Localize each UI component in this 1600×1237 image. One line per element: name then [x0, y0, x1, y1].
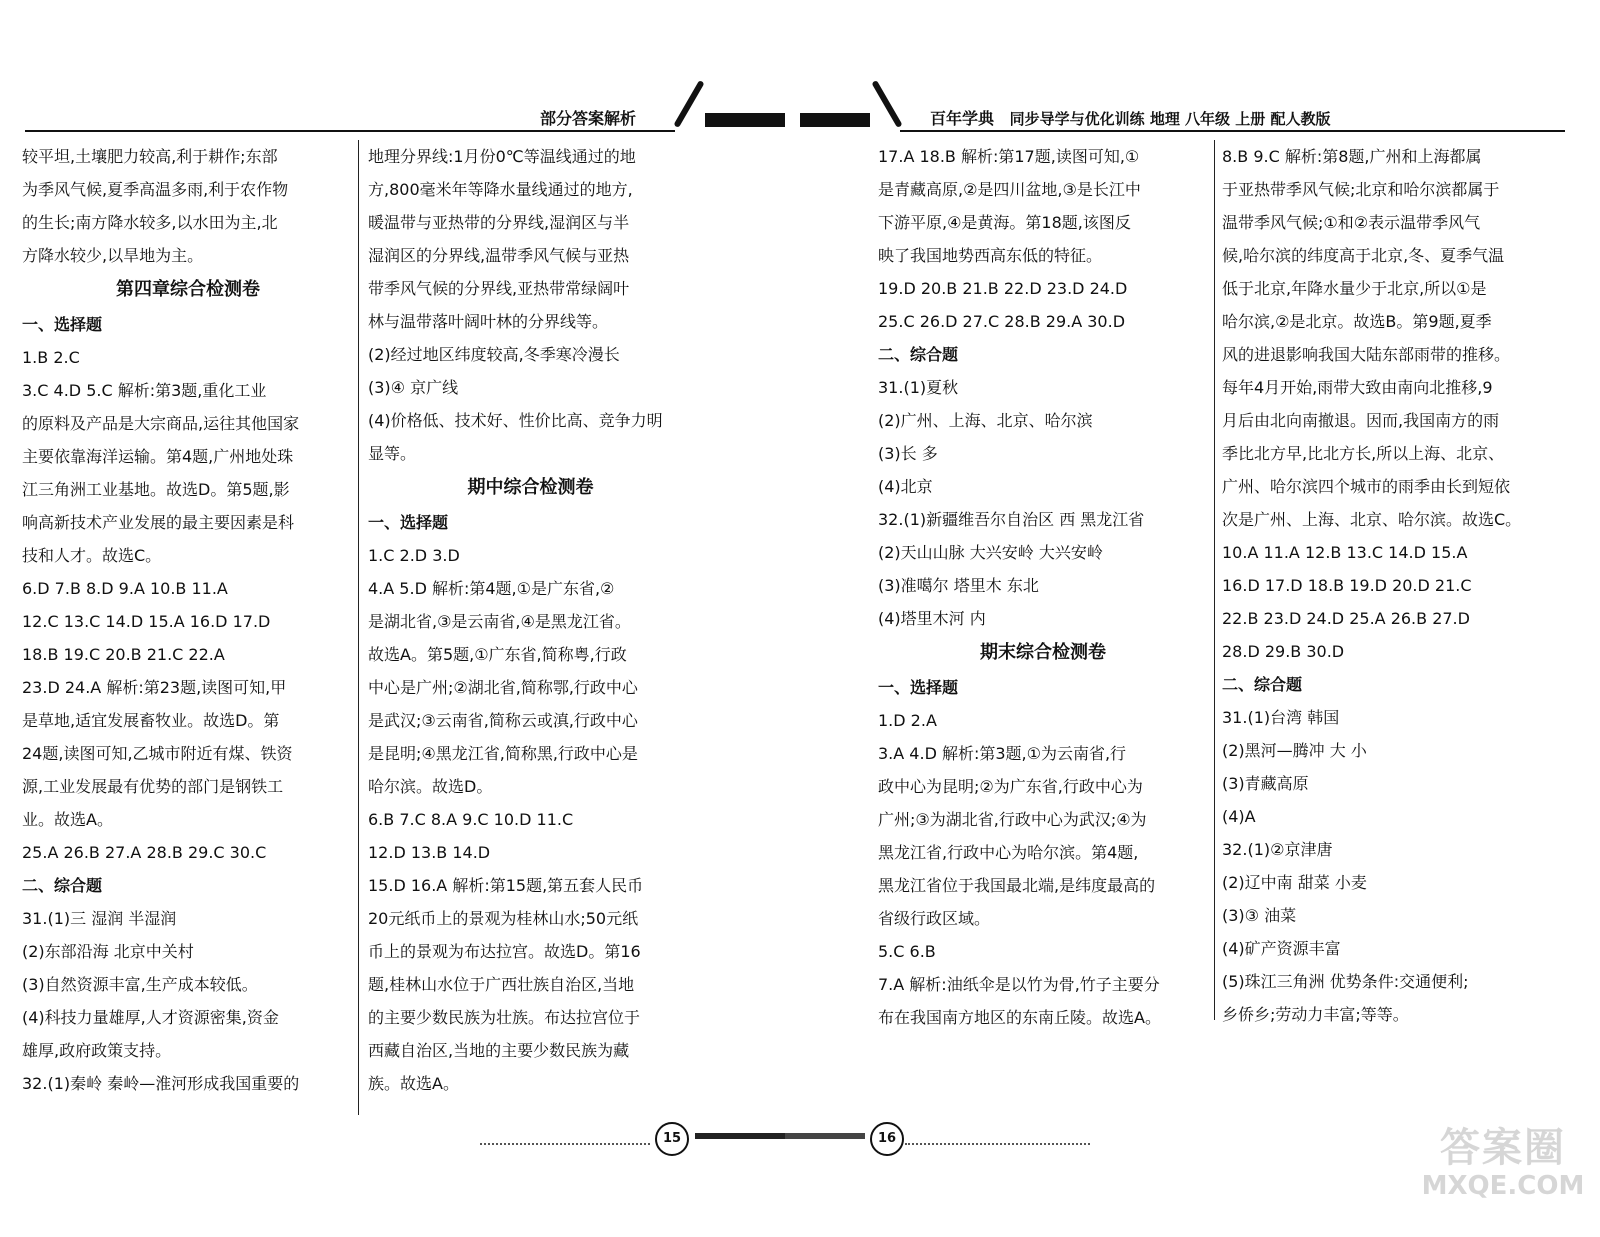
answer-line: (4)矿产资源丰富 — [1222, 939, 1341, 958]
answer-line: 28.D 29.B 30.D — [1222, 642, 1345, 661]
subsection-heading: 二、综合题 — [1222, 675, 1303, 694]
answer-line: 22.B 23.D 24.D 25.A 26.B 27.D — [1222, 609, 1470, 628]
answer-line: 雄厚,政府政策支持。 — [22, 1041, 172, 1060]
answer-line: (3)青藏高原 — [1222, 774, 1309, 793]
subsection-heading: 二、综合题 — [878, 345, 959, 364]
answer-line: (4)价格低、技术好、性价比高、竞争力明 — [368, 411, 663, 430]
subsection-heading: 一、选择题 — [368, 513, 449, 532]
answer-line: 带季风气候的分界线,亚热带常绿阔叶 — [368, 279, 630, 298]
answer-line: 于亚热带季风气候;北京和哈尔滨都属于 — [1222, 180, 1500, 199]
answer-line: 哈尔滨,②是北京。故选B。第9题,夏季 — [1222, 312, 1492, 331]
answer-line: 31.(1)夏秋 — [878, 378, 959, 397]
subsection-heading: 一、选择题 — [878, 678, 959, 697]
answer-line: 4.A 5.D 解析:第4题,①是广东省,② — [368, 579, 615, 598]
answer-line: (3)准噶尔 塔里木 东北 — [878, 576, 1039, 595]
answer-line: 的主要少数民族为壮族。布达拉宫位于 — [368, 1008, 641, 1027]
answer-line: 温带季风气候;①和②表示温带季风气 — [1222, 213, 1481, 232]
answer-line: 是青藏高原,②是四川盆地,③是长江中 — [878, 180, 1141, 199]
answer-line: (3)自然资源丰富,生产成本较低。 — [22, 975, 258, 994]
answer-line: 地理分界线:1月份0℃等温线通过的地 — [368, 147, 636, 166]
answer-line: (5)珠江三角洲 优势条件:交通便利; — [1222, 972, 1469, 991]
answer-line: 7.A 解析:油纸伞是以竹为骨,竹子主要分 — [878, 975, 1160, 994]
answer-column-4 — [1222, 140, 1562, 1031]
answer-line: (3)长 多 — [878, 444, 938, 463]
answer-line: 5.C 6.B — [878, 942, 936, 961]
section-title: 期末综合检测卷 — [980, 642, 1106, 663]
answer-column-1 — [22, 140, 354, 1100]
answer-line: 乡侨乡;劳动力丰富;等等。 — [1222, 1005, 1409, 1024]
header-decoration — [705, 113, 785, 127]
answer-line: 20元纸币上的景观为桂林山水;50元纸 — [368, 909, 639, 928]
answer-line: 业。故选A。 — [22, 810, 113, 829]
answer-line: 的原料及产品是大宗商品,运往其他国家 — [22, 414, 300, 433]
answer-line: 政中心为昆明;②为广东省,行政中心为 — [878, 777, 1143, 796]
answer-line: 币上的景观为布达拉宫。故选D。第16 — [368, 942, 641, 961]
header-decoration — [800, 113, 870, 127]
pen-icon — [673, 80, 704, 128]
answer-line: 映了我国地势西高东低的特征。 — [878, 246, 1103, 265]
answer-line: 江三角洲工业基地。故选D。第5题,影 — [22, 480, 290, 499]
answer-line: 12.D 13.B 14.D — [368, 843, 491, 862]
answer-line: 广州、哈尔滨四个城市的雨季由长到短依 — [1222, 477, 1511, 496]
answer-line: 12.C 13.C 14.D 15.A 16.D 17.D — [22, 612, 271, 631]
answer-line: 23.D 24.A 解析:第23题,读图可知,甲 — [22, 678, 287, 697]
answer-line: 哈尔滨。故选D。 — [368, 777, 493, 796]
answer-line: 显等。 — [368, 444, 417, 463]
answer-line: 技和人才。故选C。 — [22, 546, 162, 565]
answer-line: 方降水较少,以旱地为主。 — [22, 246, 204, 265]
answer-line: 6.B 7.C 8.A 9.C 10.D 11.C — [368, 810, 574, 829]
answer-line: 源,工业发展最有优势的部门是钢铁工 — [22, 777, 284, 796]
answer-line: 3.C 4.D 5.C 解析:第3题,重化工业 — [22, 381, 267, 400]
answer-line: 32.(1)新疆维吾尔自治区 西 黑龙江省 — [878, 510, 1145, 529]
answer-line: 暖温带与亚热带的分界线,湿润区与半 — [368, 213, 630, 232]
book-meta: 同步导学与优化训练 地理 八年级 上册 配人教版 — [1009, 110, 1331, 128]
answer-line: 响高新技术产业发展的最主要因素是科 — [22, 513, 295, 532]
page-number-left: 15 — [655, 1122, 689, 1156]
answer-line: (3)④ 京广线 — [368, 378, 459, 397]
answer-line: 1.C 2.D 3.D — [368, 546, 460, 565]
answer-line: (2)黑河—腾冲 大 小 — [1222, 741, 1367, 760]
answer-column-3 — [878, 140, 1208, 1034]
answer-line: 1.D 2.A — [878, 711, 937, 730]
answer-line: 中心是广州;②湖北省,简称鄂,行政中心 — [368, 678, 638, 697]
answer-line: 是草地,适宜发展畜牧业。故选D。第 — [22, 711, 280, 730]
page-number-right: 16 — [870, 1122, 904, 1156]
answer-line: 6.D 7.B 8.D 9.A 10.B 11.A — [22, 579, 228, 598]
answer-line: (4)北京 — [878, 477, 933, 496]
answer-line: 题,桂林山水位于广西壮族自治区,当地 — [368, 975, 635, 994]
answer-line: (4)科技力量雄厚,人才资源密集,资金 — [22, 1008, 279, 1027]
answer-line: (3)③ 油菜 — [1222, 906, 1297, 925]
answer-line: 季比北方早,比北方长,所以上海、北京、 — [1222, 444, 1505, 463]
watermark — [1418, 1125, 1588, 1201]
answer-line: 25.C 26.D 27.C 28.B 29.A 30.D — [878, 312, 1126, 331]
answer-line: 候,哈尔滨的纬度高于北京,冬、夏季气温 — [1222, 246, 1505, 265]
answer-line: 31.(1)三 湿润 半湿润 — [22, 909, 177, 928]
pen-icon — [871, 80, 902, 128]
answer-line: 主要依靠海洋运输。第4题,广州地处珠 — [22, 447, 294, 466]
answer-line: 黑龙江省位于我国最北端,是纬度最高的 — [878, 876, 1156, 895]
answer-line: 25.A 26.B 27.A 28.B 29.C 30.C — [22, 843, 267, 862]
header-rule-right — [900, 130, 1565, 132]
answer-line: 32.(1)②京津唐 — [1222, 840, 1333, 859]
footer-dotted-line — [905, 1143, 1090, 1145]
answer-line: 次是广州、上海、北京、哈尔滨。故选C。 — [1222, 510, 1522, 529]
answer-line: 16.D 17.D 18.B 19.D 20.D 21.C — [1222, 576, 1472, 595]
column-divider — [1214, 140, 1215, 1020]
answer-line: 族。故选A。 — [368, 1074, 459, 1093]
answer-line: 3.A 4.D 解析:第3题,①为云南省,行 — [878, 744, 1127, 763]
answer-line: 林与温带落叶阔叶林的分界线等。 — [368, 312, 609, 331]
answer-line: 为季风气候,夏季高温多雨,利于农作物 — [22, 180, 289, 199]
answer-line: (2)东部沿海 北京中关村 — [22, 942, 194, 961]
answer-line: 布在我国南方地区的东南丘陵。故选A。 — [878, 1008, 1161, 1027]
answer-line: 18.B 19.C 20.B 21.C 22.A — [22, 645, 225, 664]
footer-decoration — [785, 1133, 865, 1139]
answer-line: 8.B 9.C 解析:第8题,广州和上海都属 — [1222, 147, 1482, 166]
footer-decoration — [695, 1133, 785, 1139]
answer-line: 广州;③为湖北省,行政中心为武汉;④为 — [878, 810, 1147, 829]
answer-column-2 — [368, 140, 693, 1100]
footer-dotted-line — [480, 1143, 650, 1145]
answer-line: 19.D 20.B 21.B 22.D 23.D 24.D — [878, 279, 1128, 298]
section-title: 期中综合检测卷 — [467, 477, 594, 498]
answer-line: 是昆明;④黑龙江省,简称黑,行政中心是 — [368, 744, 638, 763]
answer-line: (4)塔里木河 内 — [878, 609, 986, 628]
answer-line: 故选A。第5题,①广东省,简称粤,行政 — [368, 645, 627, 664]
answer-line: 32.(1)秦岭 秦岭—淮河形成我国重要的 — [22, 1074, 300, 1093]
answer-line: (2)经过地区纬度较高,冬季寒冷漫长 — [368, 345, 620, 364]
answer-line: 17.A 18.B 解析:第17题,读图可知,① — [878, 147, 1140, 166]
answer-line: 31.(1)台湾 韩国 — [1222, 708, 1340, 727]
answer-line: 10.A 11.A 12.B 13.C 14.D 15.A — [1222, 543, 1468, 562]
answer-line: (4)A — [1222, 807, 1256, 826]
column-divider — [358, 140, 359, 1115]
answer-line: 15.D 16.A 解析:第15题,第五套人民币 — [368, 876, 644, 895]
answer-line: 的生长;南方降水较多,以水田为主,北 — [22, 213, 278, 232]
answer-line: 低于北京,年降水量少于北京,所以①是 — [1222, 279, 1487, 298]
answer-line: 较平坦,土壤肥力较高,利于耕作;东部 — [22, 147, 278, 166]
answer-line: (2)广州、上海、北京、哈尔滨 — [878, 411, 1093, 430]
book-series: 百年学典 — [930, 109, 995, 128]
header-right — [930, 106, 1331, 129]
answer-line: 是武汉;③云南省,简称云或滇,行政中心 — [368, 711, 638, 730]
subsection-heading: 二、综合题 — [22, 876, 103, 895]
answer-line: 风的进退影响我国大陆东部雨带的推移。 — [1222, 345, 1511, 364]
answer-line: 湿润区的分界线,温带季风气候与亚热 — [368, 246, 630, 265]
answer-line: (2)天山山脉 大兴安岭 大兴安岭 — [878, 543, 1103, 562]
answer-line: 方,800毫米年等降水量线通过的地方, — [368, 180, 633, 199]
subsection-heading: 一、选择题 — [22, 315, 103, 334]
watermark-logo-text: 答案圈 — [1440, 1125, 1566, 1171]
answer-line: 西藏自治区,当地的主要少数民族为藏 — [368, 1041, 630, 1060]
answer-line: 每年4月开始,雨带大致由南向北推移,9 — [1222, 378, 1493, 397]
answer-line: 月后由北向南撤退。因而,我国南方的雨 — [1222, 411, 1500, 430]
answer-line: 下游平原,④是黄海。第18题,该图反 — [878, 213, 1131, 232]
answer-line: 24题,读图可知,乙城市附近有煤、铁资 — [22, 744, 293, 763]
header-left-title: 部分答案解析 — [540, 109, 637, 128]
answer-line: 省级行政区域。 — [878, 909, 991, 928]
header-rule-left — [25, 130, 675, 132]
answer-line: 1.B 2.C — [22, 348, 80, 367]
answer-line: (2)辽中南 甜菜 小麦 — [1222, 873, 1367, 892]
watermark-url: MXQE.COM — [1421, 1171, 1585, 1201]
answer-line: 是湖北省,③是云南省,④是黑龙江省。 — [368, 612, 631, 631]
answer-line: 黑龙江省,行政中心为哈尔滨。第4题, — [878, 843, 1139, 862]
section-title: 第四章综合检测卷 — [116, 279, 260, 300]
